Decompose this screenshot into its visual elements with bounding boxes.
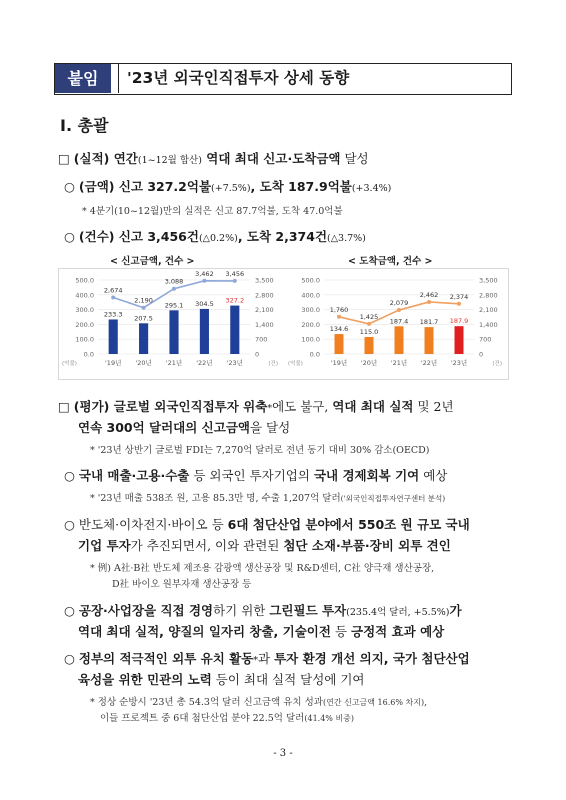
bar xyxy=(230,306,239,354)
left-tick-label: 400.0 xyxy=(75,291,94,300)
right-tick-label: 2,100 xyxy=(255,306,274,315)
amount-d: (+3.4%) xyxy=(351,183,392,194)
gov-b: * xyxy=(253,655,259,666)
count-point xyxy=(172,287,176,291)
count-value-label: 2,190 xyxy=(134,296,153,305)
p1-c: 역대 최대 신고·도착금액 xyxy=(201,151,341,166)
section-heading: Ⅰ. 총괄 xyxy=(60,116,109,135)
badge-divider xyxy=(111,64,119,93)
industry-line-2 xyxy=(78,536,451,554)
note5-b: (연간 신고금액 16.6% 차지) xyxy=(322,698,425,707)
title-box xyxy=(54,63,512,95)
p2-g: 을 달성 xyxy=(249,420,291,435)
count-b: (△0.2%) xyxy=(198,233,238,244)
chart-arrived xyxy=(284,268,508,378)
greenfield-c: 그린필드 투자 xyxy=(269,603,347,618)
bar xyxy=(200,309,209,354)
right-tick-label: 0 xyxy=(255,350,260,359)
greenfield-d: (235.4억 달러, +5.5%) xyxy=(346,607,450,618)
right-tick-label: 700 xyxy=(255,335,268,344)
p2-f: 연속 300억 달러대의 신고금액 xyxy=(78,420,250,435)
p2-a: (평가) 글로벌 외국인직접투자 위축 xyxy=(73,399,268,414)
bar xyxy=(139,323,148,354)
count-d: (△3.7%) xyxy=(327,233,366,244)
left-tick-label: 500.0 xyxy=(75,276,94,285)
evaluation-paragraph-2 xyxy=(78,418,290,436)
industry-b: 6대 첨단산업 분야에서 550조 원 규모 국내 xyxy=(227,517,470,532)
note-summit-2 xyxy=(100,710,354,724)
p2-b: * xyxy=(267,403,273,414)
greenfield-line xyxy=(64,601,462,619)
note3-b: ('외국인직접투자연구센터 분석) xyxy=(340,494,446,503)
industry-line xyxy=(64,515,470,533)
note-oecd: * '23년 상반기 글로벌 FDI는 7,270억 달러로 전년 동기 대비 30% 감소(OECD) xyxy=(90,445,430,456)
bar xyxy=(335,334,344,354)
bar-value-label: 207.5 xyxy=(134,314,153,323)
bar-value-label: 187.9 xyxy=(449,317,469,326)
circle-bullet: ○ xyxy=(64,651,75,666)
left-tick-label: 300.0 xyxy=(301,306,320,315)
count-c: , 도착 2,374건 xyxy=(237,229,328,244)
left-tick-label: 100.0 xyxy=(75,335,94,344)
category-label: '22년 xyxy=(420,359,438,367)
right-tick-label: 2,800 xyxy=(255,291,274,300)
count-line xyxy=(64,227,366,245)
circle-bullet: ○ xyxy=(64,603,75,618)
summary-paragraph xyxy=(58,149,369,167)
note3-a: * '23년 매출 538조 원, 고용 85.3만 명, 수출 1,207억 달러 xyxy=(90,493,341,504)
right-axis-unit: (건) xyxy=(492,361,502,367)
count-value-label: 3,462 xyxy=(195,269,214,278)
count-value-label: 2,462 xyxy=(419,290,439,299)
domestic-b: 등 외국인 투자기업의 xyxy=(189,468,314,483)
note-sales xyxy=(90,490,445,504)
bar-value-label: 187.4 xyxy=(389,317,409,326)
evaluation-paragraph xyxy=(58,397,454,415)
bar xyxy=(455,326,464,354)
count-value-label: 1,425 xyxy=(359,312,379,321)
page-number: - 3 - xyxy=(273,748,293,759)
category-label: '20년 xyxy=(360,359,378,367)
right-tick-label: 700 xyxy=(479,335,492,344)
p1-d: 달성 xyxy=(340,151,369,166)
gov-f: 등이 최대 실적 달성에 기여 xyxy=(211,672,365,687)
note5-d: 이들 프로젝트 중 6대 첨단산업 분야 22.5억 달러 xyxy=(100,713,305,724)
p1-a: (실적) 연간 xyxy=(73,151,138,166)
bar-value-label: 327.2 xyxy=(225,296,245,305)
chart-title-left: < 신고금액, 건수 > xyxy=(110,256,195,267)
note-examples: * 例) A社·B社 반도체 제조용 감광액 생산공장 및 R&D센터, C社 양극재 생산공장, xyxy=(90,563,435,574)
industry-d: 가 추진되면서, 이와 관련된 xyxy=(130,538,284,553)
left-tick-label: 0.0 xyxy=(83,350,94,359)
gov-line xyxy=(64,649,470,667)
industry-c: 기업 투자 xyxy=(78,538,131,553)
bar xyxy=(169,310,178,354)
amount-a: (금액) 신고 327.2억불 xyxy=(78,179,212,194)
bar-value-label: 295.1 xyxy=(164,301,184,310)
left-tick-label: 300.0 xyxy=(75,306,94,315)
right-tick-label: 3,500 xyxy=(479,276,498,285)
note-q4: * 4분기(10~12월)만의 실적은 신고 87.7억불, 도착 47.0억불 xyxy=(82,206,343,217)
left-tick-label: 500.0 xyxy=(301,276,320,285)
note5-e: (41.4% 비중) xyxy=(304,714,355,723)
bar-value-label: 134.6 xyxy=(329,325,349,334)
category-label: '21년 xyxy=(165,359,183,367)
count-point xyxy=(397,308,401,312)
greenfield-a: 공장·사업장을 직접 경영 xyxy=(78,603,214,618)
count-value-label: 2,674 xyxy=(103,286,123,295)
p2-c: 에도 불구, xyxy=(272,399,333,414)
category-label: '23년 xyxy=(226,359,243,367)
gov-line-2 xyxy=(78,670,365,688)
category-label: '23년 xyxy=(450,359,468,367)
greenfield-line-2 xyxy=(78,622,444,640)
category-label: '19년 xyxy=(330,359,348,367)
count-point xyxy=(202,279,206,283)
amount-line xyxy=(64,177,391,195)
bar xyxy=(425,327,434,354)
gov-a: 정부의 적극적인 외투 유치 활동 xyxy=(78,651,254,666)
category-label: '22년 xyxy=(196,359,213,367)
bar xyxy=(395,326,404,354)
note-summit xyxy=(90,694,427,708)
bar-value-label: 304.5 xyxy=(195,299,214,308)
count-point xyxy=(427,300,431,304)
domestic-line xyxy=(64,466,447,484)
amount-b: (+7.5%) xyxy=(211,183,251,194)
gov-c: 과 xyxy=(258,651,275,666)
right-axis-unit: (건) xyxy=(268,361,278,367)
greenfield-b: 하기 위한 xyxy=(213,603,270,618)
page-title: '23년 외국인직접투자 상세 동향 xyxy=(127,69,350,87)
count-a: (건수) 신고 3,456건 xyxy=(78,229,199,244)
greenfield-h: 긍정적 효과 예상 xyxy=(351,624,445,639)
left-axis-unit: (억불) xyxy=(288,361,303,367)
right-tick-label: 1,400 xyxy=(255,320,274,329)
gov-d: 투자 환경 개선 의지, 국가 첨단산업 xyxy=(274,651,470,666)
count-point xyxy=(457,302,461,306)
category-label: '19년 xyxy=(105,359,122,367)
domestic-d: 예상 xyxy=(419,468,448,483)
bar-value-label: 115.0 xyxy=(359,327,379,336)
count-value-label: 2,374 xyxy=(449,292,469,301)
square-bullet: □ xyxy=(58,399,70,414)
bar xyxy=(365,337,374,354)
domestic-a: 국내 매출·고용·수출 xyxy=(78,468,190,483)
square-bullet: □ xyxy=(58,151,70,166)
count-point xyxy=(367,322,371,326)
chart-title-right: < 도착금액, 건수 > xyxy=(348,256,433,267)
attachment-badge: 붙임 xyxy=(55,64,111,93)
left-tick-label: 0.0 xyxy=(309,350,320,359)
industry-a: 반도체·이차전지·바이오 등 xyxy=(78,517,228,532)
right-tick-label: 0 xyxy=(479,350,484,359)
chart-declared xyxy=(58,268,284,378)
note5-a: * 정상 순방시 '23년 총 54.3억 달러 신고금액 유치 성과 xyxy=(90,697,323,708)
industry-e: 첨단 소재·부품·장비 외투 견인 xyxy=(283,538,451,553)
count-value-label: 2,079 xyxy=(389,299,409,308)
right-tick-label: 2,100 xyxy=(479,306,498,315)
p2-d: 역대 최대 실적 xyxy=(332,399,414,414)
category-label: '21년 xyxy=(390,359,408,367)
greenfield-e: 가 xyxy=(449,603,462,618)
domestic-c: 국내 경제회복 기여 xyxy=(313,468,420,483)
bar xyxy=(109,319,118,354)
count-point xyxy=(142,306,146,310)
gov-e: 육성을 위한 민관의 노력 xyxy=(78,672,212,687)
left-tick-label: 200.0 xyxy=(301,320,320,329)
bar-value-label: 233.3 xyxy=(103,310,123,319)
greenfield-g: 등 xyxy=(330,624,351,639)
count-point xyxy=(233,279,237,283)
greenfield-f: 역대 최대 실적, 양질의 일자리 창출, 기술이전 xyxy=(78,624,331,639)
p1-b: (1~12월 합산) xyxy=(137,155,202,166)
right-tick-label: 2,800 xyxy=(479,291,498,300)
circle-bullet: ○ xyxy=(64,468,75,483)
note5-c: , xyxy=(424,697,428,708)
count-value-label: 1,760 xyxy=(329,305,349,314)
amount-c: , 도착 187.9억불 xyxy=(250,179,352,194)
left-tick-label: 400.0 xyxy=(301,291,320,300)
circle-bullet: ○ xyxy=(64,229,75,244)
count-point xyxy=(337,315,341,319)
count-value-label: 3,456 xyxy=(225,269,245,278)
circle-bullet: ○ xyxy=(64,517,75,532)
count-value-label: 3,088 xyxy=(164,277,184,286)
bar-value-label: 181.7 xyxy=(419,318,439,327)
left-tick-label: 200.0 xyxy=(75,320,94,329)
left-tick-label: 100.0 xyxy=(301,335,320,344)
note-examples-2: D社 바이오 원부자재 생산공장 등 xyxy=(112,579,252,590)
category-label: '20년 xyxy=(135,359,152,367)
right-tick-label: 1,400 xyxy=(479,320,498,329)
left-axis-unit: (억불) xyxy=(62,361,77,367)
circle-bullet: ○ xyxy=(64,179,75,194)
count-point xyxy=(111,295,115,299)
p2-e: 및 2년 xyxy=(413,399,454,414)
right-tick-label: 3,500 xyxy=(255,276,274,285)
